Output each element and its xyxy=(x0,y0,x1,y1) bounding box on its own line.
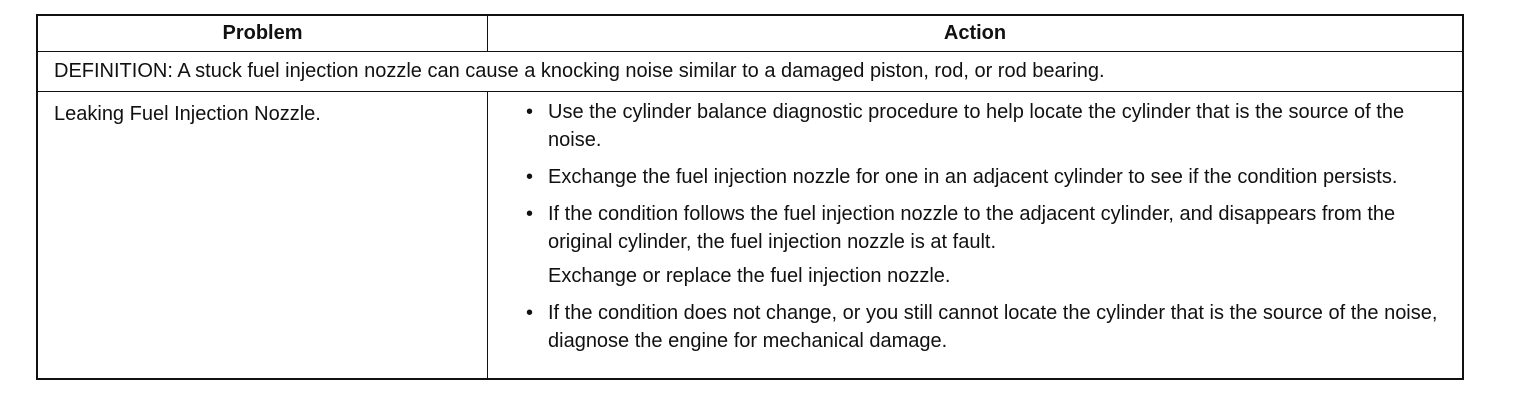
action-cell xyxy=(488,92,1462,378)
action-text: Exchange the fuel injection nozzle for one in an adjacent cylinder to see if the condition persists. xyxy=(548,166,1398,188)
bullet-icon: • xyxy=(526,203,534,225)
action-text: If the condition follows the fuel injection nozzle to the adjacent cylinder, and disappears from the original cylinder, the fuel injection nozzle is at fault. xyxy=(548,203,1396,253)
definition-text: DEFINITION: A stuck fuel injection nozzle can cause a knocking noise similar to a damaged piston, rod, or rod bearing. xyxy=(54,60,1105,82)
action-item xyxy=(526,299,1452,355)
problem-cell: Leaking Fuel Injection Nozzle. xyxy=(38,92,488,378)
bullet-icon: • xyxy=(526,101,534,123)
bullet-icon: • xyxy=(526,302,534,324)
action-text: Use the cylinder balance diagnostic procedure to help locate the cylinder that is the source of the noise. xyxy=(548,101,1405,151)
table-header-row xyxy=(38,16,1462,52)
header-action: Action xyxy=(943,22,1007,44)
action-item xyxy=(526,98,1452,154)
diagnosis-table xyxy=(36,14,1464,380)
action-text: If the condition does not change, or you still cannot locate the cylinder that is the source of the noise, diagnose the engine for mechanical damage. xyxy=(548,302,1438,352)
header-problem: Problem xyxy=(38,16,488,51)
action-list xyxy=(526,98,1452,355)
bullet-icon: • xyxy=(526,166,534,188)
action-item xyxy=(526,200,1452,256)
definition-row xyxy=(38,52,1462,92)
table-row xyxy=(38,92,1462,378)
action-item xyxy=(526,163,1452,191)
action-note: Exchange or replace the fuel injection nozzle. xyxy=(548,265,951,287)
